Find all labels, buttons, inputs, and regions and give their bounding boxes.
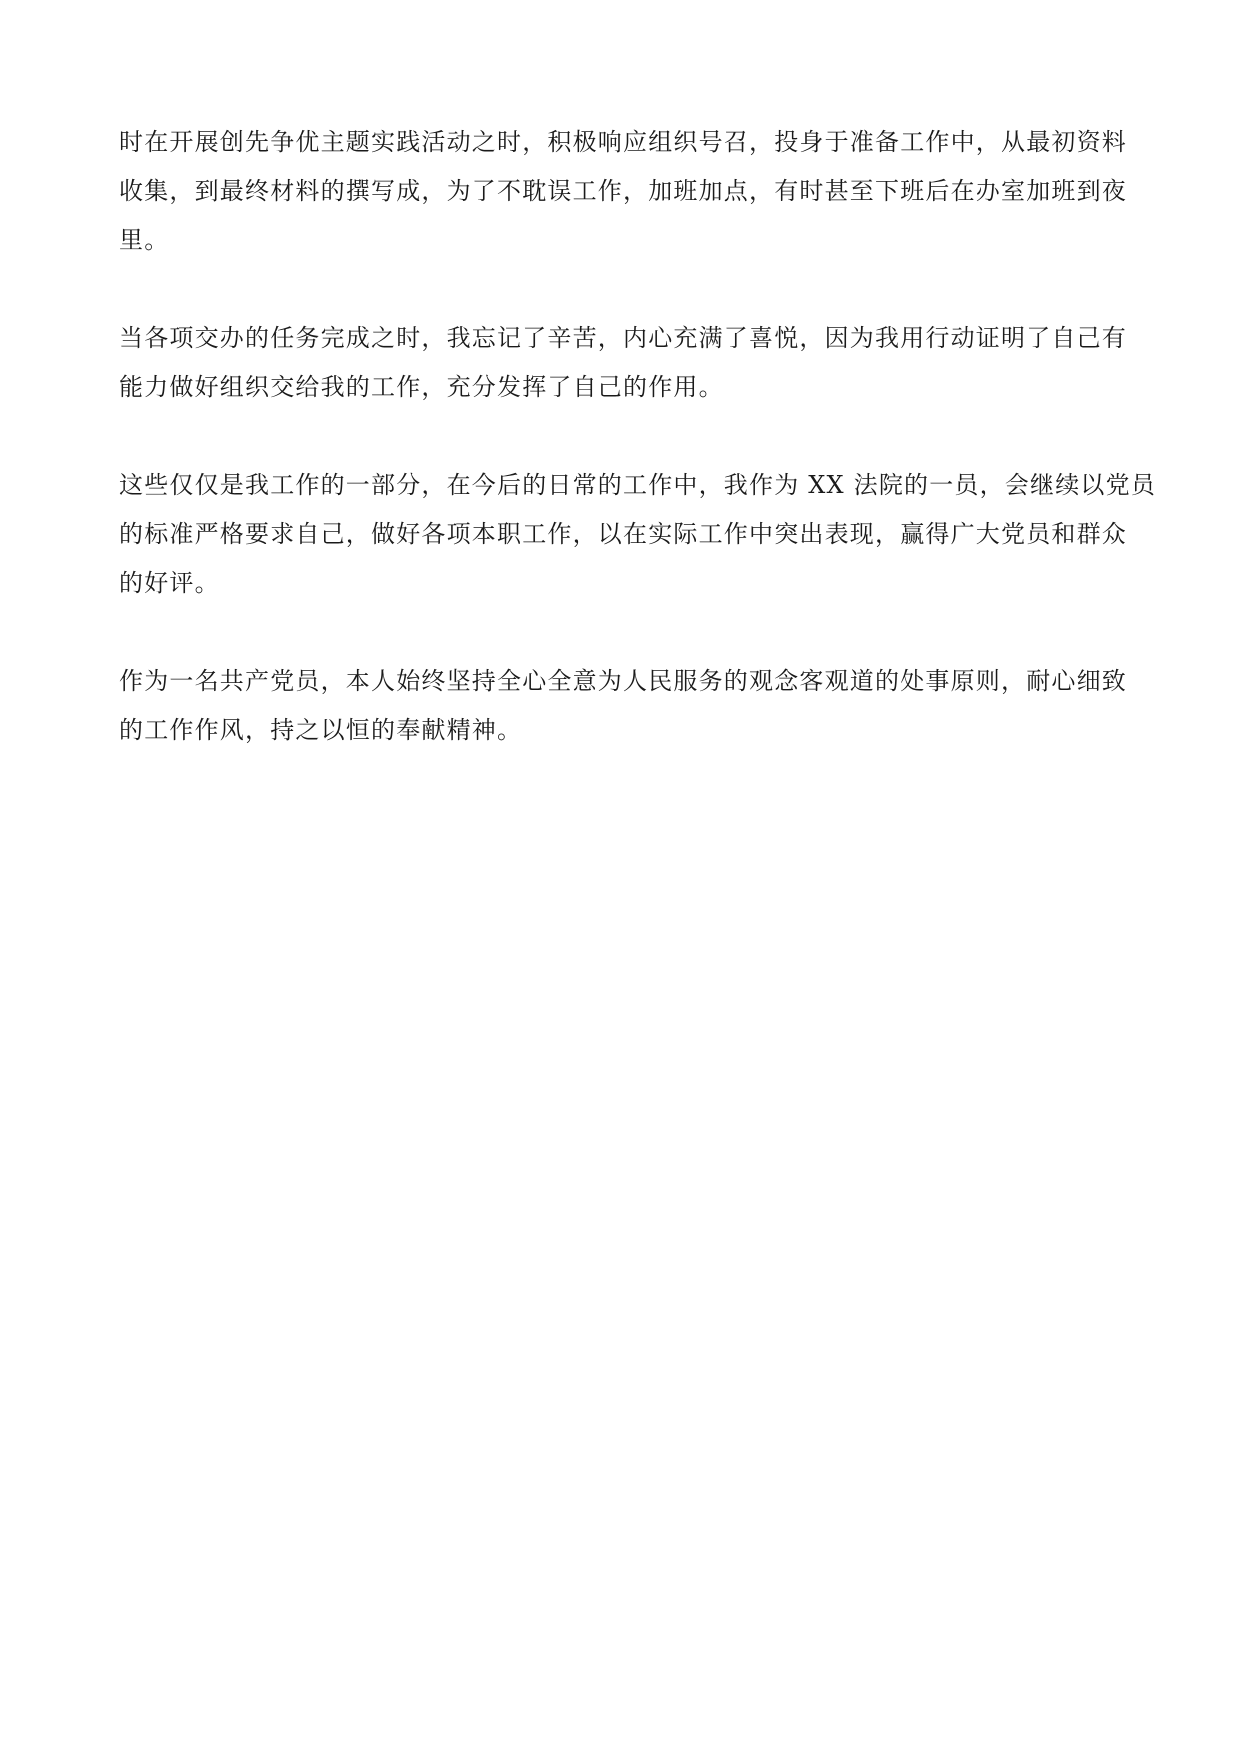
paragraph-4 — [119, 657, 1127, 755]
paragraph-line: 的工作作风，持之以恒的奉献精神。 — [119, 716, 523, 744]
paragraph-1 — [119, 118, 1127, 265]
paragraph-line: 的好评。 — [119, 569, 220, 597]
paragraph-line: 当各项交办的任务完成之时，我忘记了辛苦，内心充满了喜悦，因为我用行动证明了自己有 — [119, 324, 1127, 352]
paragraph-line: 能力做好组织交给我的工作，充分发挥了自己的作用。 — [119, 373, 724, 401]
paragraph-line: 的标准严格要求自己，做好各项本职工作，以在实际工作中突出表现，赢得广大党员和群众 — [119, 520, 1127, 548]
paragraph-line: 收集，到最终材料的撰写成，为了不耽误工作，加班加点，有时甚至下班后在办室加班到夜 — [119, 177, 1127, 205]
paragraph-2 — [119, 314, 1127, 412]
paragraph-3 — [119, 461, 1157, 608]
paragraph-line: 这些仅仅是我工作的一部分，在今后的日常的工作中，我作为 XX 法院的一员，会继续以党员 — [119, 471, 1157, 499]
paragraph-line: 作为一名共产党员，本人始终坚持全心全意为人民服务的观念客观道的处事原则，耐心细致 — [119, 667, 1127, 695]
document-body — [119, 118, 1157, 804]
paragraph-line: 时在开展创先争优主题实践活动之时，积极响应组织号召，投身于准备工作中，从最初资料 — [119, 128, 1127, 156]
paragraph-line: 里。 — [119, 226, 170, 254]
